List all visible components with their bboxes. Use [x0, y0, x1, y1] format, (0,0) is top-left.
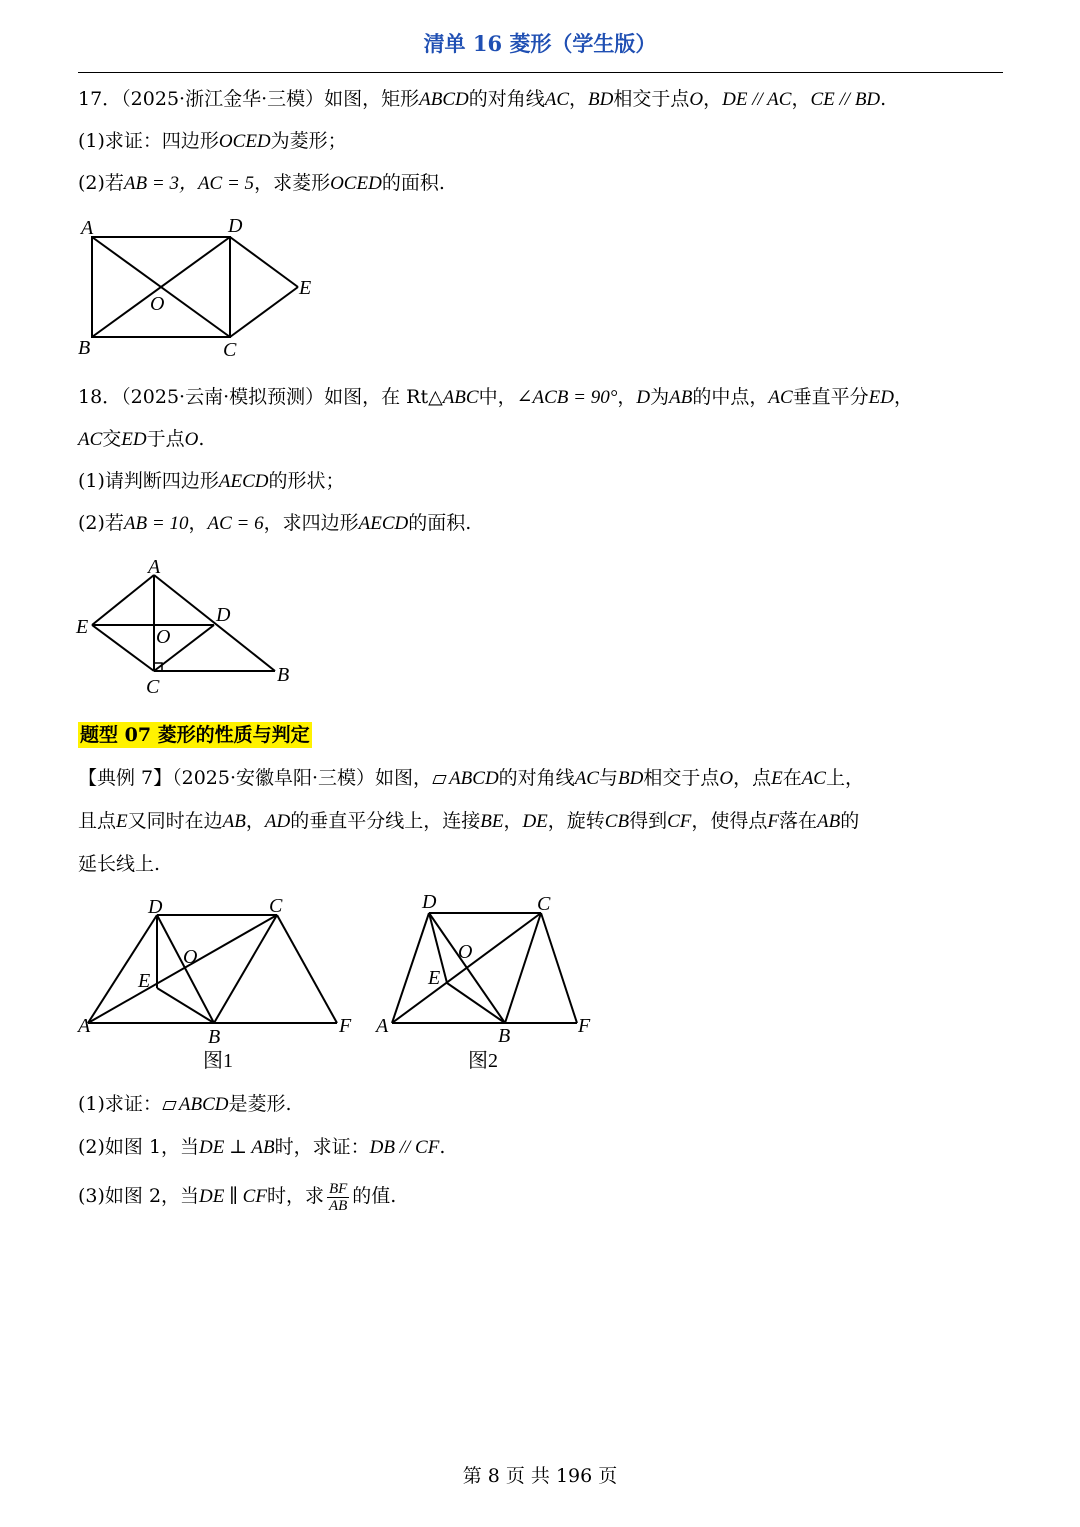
- ex7-figure-2: [370, 885, 600, 1075]
- label-e: E: [299, 277, 312, 299]
- label-b: B: [277, 664, 290, 686]
- q17-figure: [70, 212, 330, 362]
- label-d: D: [148, 896, 163, 918]
- label-e: E: [76, 616, 89, 638]
- q17-stem: 17．（2025·浙江金华·三模）如图，矩形ABCD的对角线AC，BD相交于点O，DE // AC，CE // BD.: [78, 88, 887, 110]
- figure-1-caption: 图1: [203, 1050, 233, 1072]
- label-c: C: [269, 895, 283, 917]
- ex7-part2: (2)如图 1，当DE ⊥ AB时，求证：DB // CF.: [78, 1136, 446, 1158]
- label-b: B: [208, 1026, 221, 1048]
- q17-part1: (1)求证：四边形OCED为菱形；: [78, 130, 347, 152]
- label-d: D: [422, 891, 437, 913]
- ex7-stem: 【典例 7】（2025·安徽阜阳·三模）如图， ABCD的对角线AC与BD相交于点O，点E在AC上，: [78, 767, 864, 789]
- q18-part1: (1)请判断四边形AECD的形状；: [78, 470, 345, 492]
- page-footer: 第 8 页 共 196 页: [462, 1465, 618, 1487]
- label-c: C: [146, 676, 160, 698]
- label-o: O: [156, 626, 171, 648]
- q17-part2: (2)若AB = 3，AC = 5，求菱形OCED的面积.: [78, 172, 445, 194]
- label-e: E: [428, 967, 441, 989]
- ex7-part3: (3)如图 2，当DE ∥ CF时，求 $\frac{BF}{AB}$ 的值.: [78, 1180, 397, 1214]
- q18-part2: (2)若AB = 10，AC = 6，求四边形AECD的面积.: [78, 512, 472, 534]
- label-e: E: [138, 970, 151, 992]
- label-a: A: [148, 556, 161, 578]
- label-c: C: [223, 339, 237, 361]
- parallelogram-icon: [432, 775, 446, 784]
- ex7-figure-1: [70, 890, 370, 1075]
- ex7-stem-line3: 延长线上.: [78, 853, 161, 875]
- fraction-bf-over-ab: $\frac{BF}{AB}$: [328, 1180, 348, 1214]
- label-d: D: [228, 215, 243, 237]
- label-a: A: [78, 1015, 91, 1037]
- header-divider: [78, 72, 1003, 73]
- ex7-stem-line2: 且点E又同时在边AB，AD的垂直平分线上，连接BE，DE，旋转CB得到CF，使得点F落在AB的: [78, 810, 860, 832]
- label-b: B: [78, 337, 91, 359]
- parallelogram-icon: [162, 1101, 176, 1110]
- section-heading: 题型 07 菱形的性质与判定: [80, 724, 310, 746]
- q18-stem: 18．（2025·云南·模拟预测）如图，在 Rt△ABC中，∠ACB = 90°，D为AB的中点，AC垂直平分ED，: [78, 386, 913, 408]
- label-o: O: [458, 941, 473, 963]
- label-o: O: [150, 293, 165, 315]
- label-f: F: [339, 1015, 352, 1037]
- label-b: B: [498, 1025, 511, 1047]
- q18-figure: [70, 555, 310, 700]
- label-f: F: [578, 1015, 591, 1037]
- label-a: A: [81, 217, 94, 239]
- figure-2-caption: 图2: [468, 1050, 498, 1072]
- q18-stem-line2: AC交ED于点O.: [78, 428, 205, 450]
- ex7-part1: (1)求证： ABCD是菱形.: [78, 1093, 292, 1115]
- label-d: D: [216, 604, 231, 626]
- label-a: A: [376, 1015, 389, 1037]
- page-header-title: 清单 16 菱形（学生版）: [423, 31, 657, 56]
- label-o: O: [183, 946, 198, 968]
- label-c: C: [537, 893, 551, 915]
